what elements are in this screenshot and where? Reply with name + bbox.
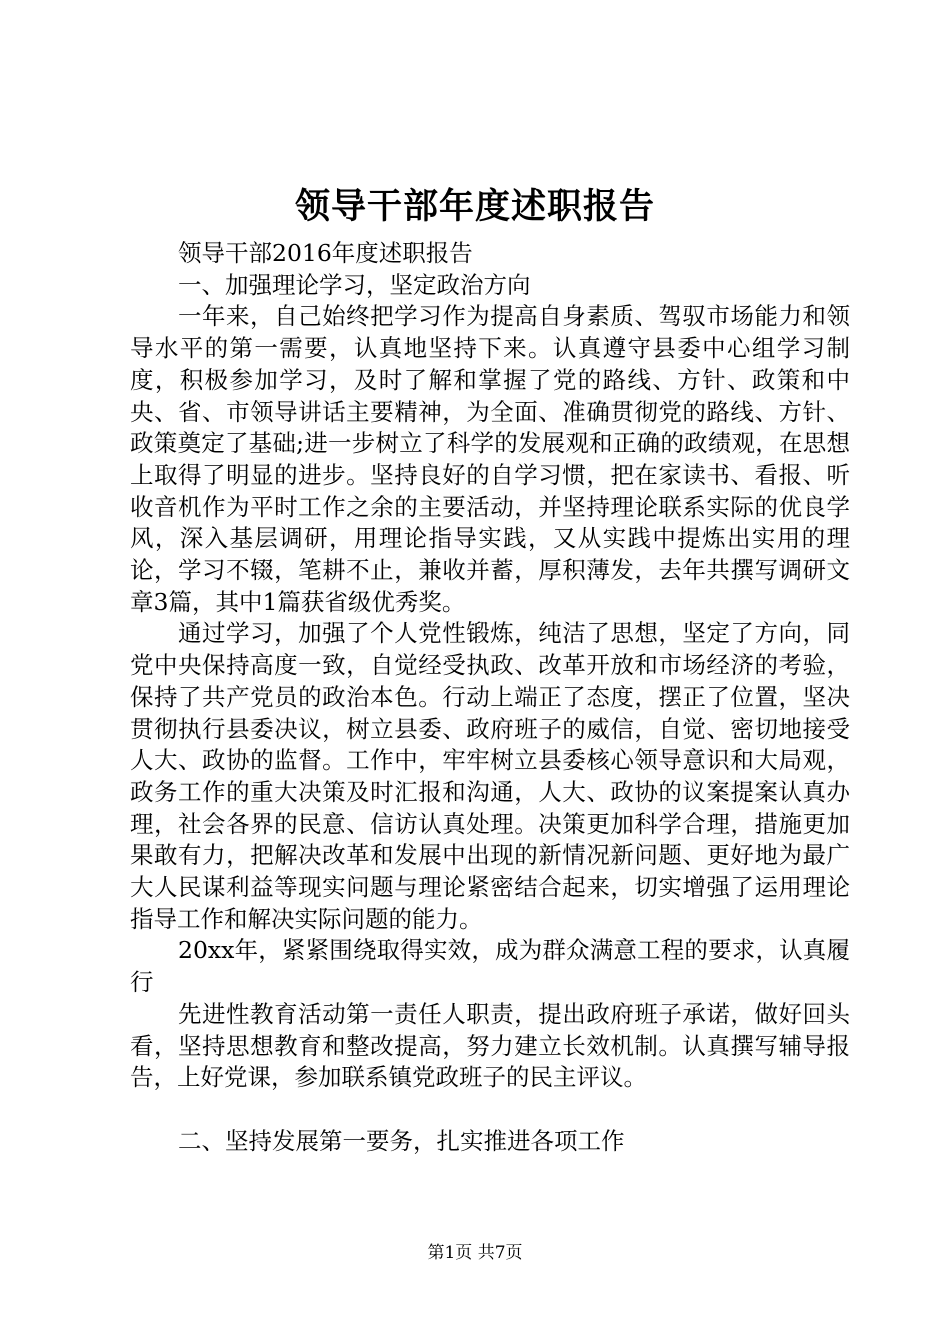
section-heading-2: 二、坚持发展第一要务，扎实推进各项工作 [178,1126,625,1155]
document-body [130,238,850,1157]
report-subtitle: 领导干部2016年度述职报告 [178,239,473,267]
paragraph-1: 一年来，自己始终把学习作为提高自身素质、驾驭市场能力和领导水平的第一需要，认真地坚持下来。认真遵守县委中心组学习制度，积极参加学习，及时了解和掌握了党的路线、方针、政策和中央、省、市领导讲话主要精神，为全面、准确贯彻党的路线、方针、政策奠定了基础;进一步树立了科学的发展观和正确的政绩观，在思想上取得了明显的进步。坚持良好的自学习惯，把在家读书、看报、听收音机作为平时工作之余的主要活动，并坚持理论联系实际的优良学风，深入基层调研，用理论指导实践，又从实践中提炼出实用的理论，学习不辍，笔耕不止，兼收并蓄，厚积薄发，去年共撰写调研文章3篇，其中1篇获省级优秀奖。 [130,302,850,616]
paragraph-4: 先进性教育活动第一责任人职责，提出政府班子承诺，做好回头看，坚持思想教育和整改提高，努力建立长效机制。认真撰写辅导报告，上好党课，参加联系镇党政班子的民主评议。 [130,999,850,1092]
blank-line [130,1094,850,1126]
section-heading-1: 一、加强理论学习，坚定政治方向 [178,270,531,299]
document-title: 领导干部年度述职报告 [294,186,655,227]
page-footer: 第1页 共7页 [427,1243,523,1263]
paragraph-2: 通过学习，加强了个人党性锻炼，纯洁了思想，坚定了方向，同党中央保持高度一致，自觉经受执政、改革开放和市场经济的考验，保持了共产党员的政治本色。行动上端正了态度，摆正了位置，坚决贯彻执行县委决议，树立县委、政府班子的威信，自觉、密切地接受人大、政协的监督。工作中，牢牢树立县委核心领导意识和大局观，政务工作的重大决策及时汇报和沟通，人大、政协的议案提案认真办理，社会各界的民意、信访认真处理。决策更加科学合理，措施更加果敢有力，把解决改革和发展中出现的新情况新问题、更好地为最广大人民谋利益等现实问题与理论紧密结合起来，切实增强了运用理论指导工作和解决实际问题的能力。 [130,619,850,933]
paragraph-3: 20xx年，紧紧围绕取得实效，成为群众满意工程的要求，认真履行 [130,936,850,997]
